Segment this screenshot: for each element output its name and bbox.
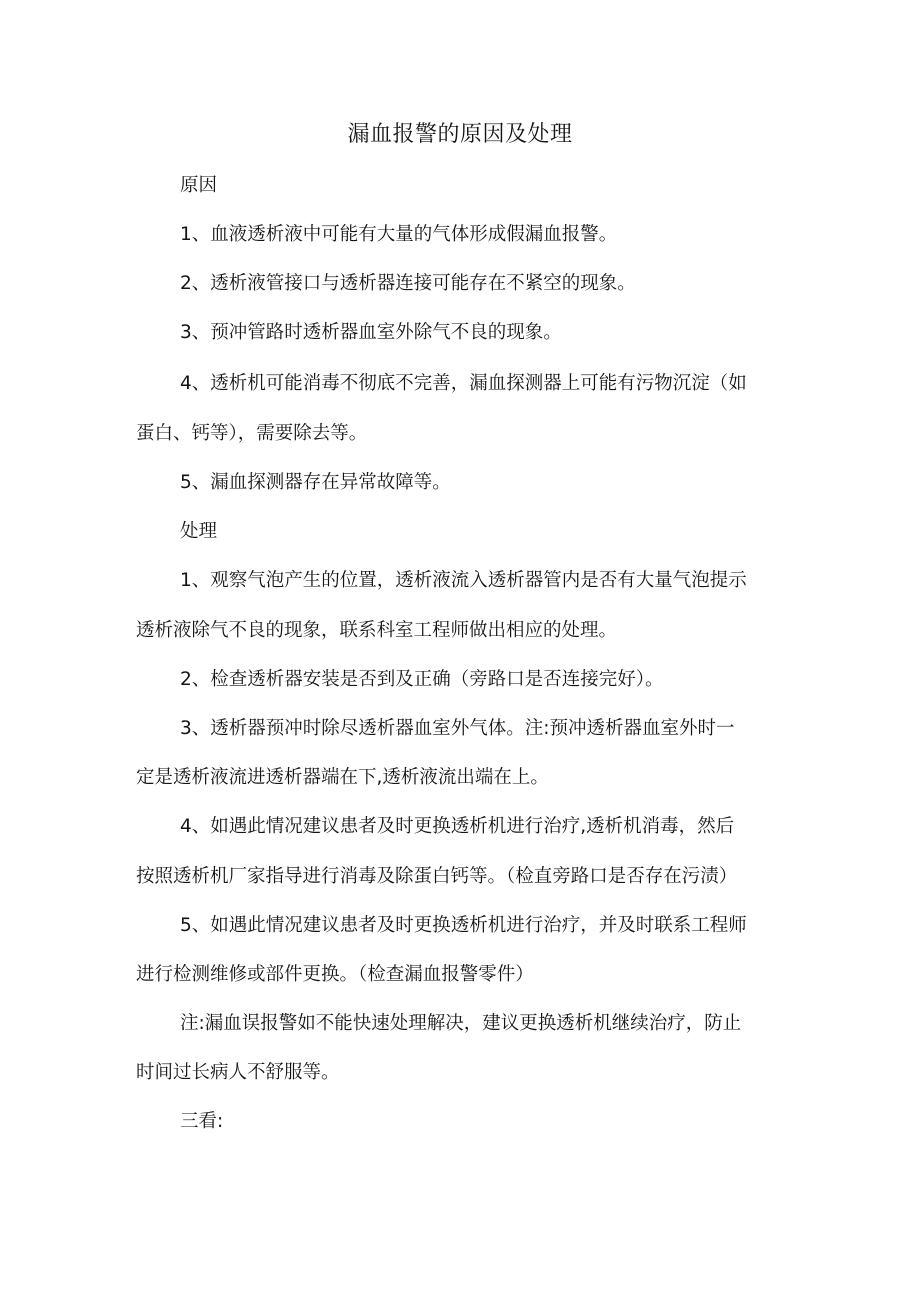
cause-item-5: 5、漏血探测器存在异常故障等。 bbox=[180, 472, 451, 493]
handling-item-1-cont: 透析液除气不良的现象，联系科室工程师做出相应的处理。 bbox=[136, 620, 618, 641]
handling-item-4-cont: 按照透析机厂家指导进行消毒及除蛋白钙等。（检直旁路口是否存在污渍） bbox=[136, 866, 738, 887]
handling-item-5: 5、如遇此情况建议患者及时更换透析机进行治疗，并及时联系工程师 bbox=[180, 915, 747, 936]
cause-item-4-cont: 蛋白、钙等），需要除去等。 bbox=[136, 423, 368, 444]
cause-item-1: 1、血液透析液中可能有大量的气体形成假漏血报警。 bbox=[180, 224, 618, 245]
cause-item-3: 3、预冲管路时透析器血室外除气不良的现象。 bbox=[180, 322, 562, 343]
section-heading-three-checks: 三看: bbox=[180, 1111, 224, 1132]
section-heading-causes: 原因 bbox=[180, 175, 218, 196]
cause-item-2: 2、透析液管接口与透析器连接可能存在不紧空的现象。 bbox=[180, 273, 636, 294]
cause-item-4: 4、透析机可能消毒不彻底不完善，漏血探测器上可能有污物沉淀（如 bbox=[180, 373, 747, 394]
document-title: 漏血报警的原因及处理 bbox=[347, 122, 573, 147]
handling-item-2: 2、检查透析器安装是否到及正确（旁路口是否连接完好）。 bbox=[180, 669, 664, 690]
handling-item-3-cont: 定是透析液流进透析器端在下,透析液流出端在上。 bbox=[136, 767, 549, 788]
note-paragraph-cont: 时间过长病人不舒服等。 bbox=[136, 1062, 340, 1083]
handling-item-5-cont: 进行检测维修或部件更换。（检查漏血报警零件） bbox=[136, 964, 534, 985]
handling-item-4: 4、如遇此情况建议患者及时更换透析机进行治疗,透析机消毒，然后 bbox=[180, 816, 735, 837]
note-paragraph: 注:漏血误报警如不能快速处理解决，建议更换透析机继续治疗，防止 bbox=[180, 1013, 742, 1034]
handling-item-3: 3、透析器预冲时除尽透析器血室外气体。注:预冲透析器血室外时一 bbox=[180, 718, 735, 739]
section-heading-handling: 处理 bbox=[180, 521, 218, 542]
handling-item-1: 1、观察气泡产生的位置，透析液流入透析器管内是否有大量气泡提示 bbox=[180, 570, 747, 591]
